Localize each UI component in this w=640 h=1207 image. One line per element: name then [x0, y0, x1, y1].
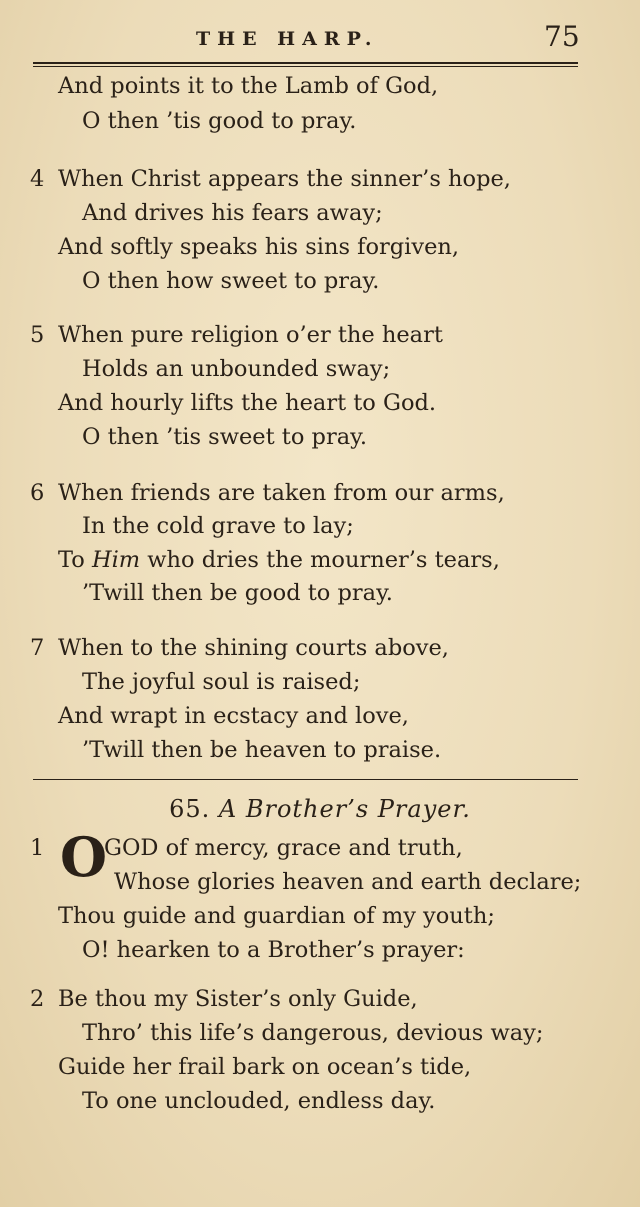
page-number: 75: [544, 20, 580, 53]
verse-line: And softly speaks his sins forgiven,: [58, 234, 460, 260]
verse-line: GOD of mercy, grace and truth,: [104, 835, 463, 861]
stanza-number: 6: [30, 480, 45, 506]
italic-word: Him: [91, 547, 141, 573]
stanza-number: 1: [30, 835, 45, 861]
verse-line: O then how sweet to pray.: [82, 268, 380, 294]
verse-word: To: [58, 547, 85, 573]
verse-line: When Christ appears the sinner’s hope,: [58, 166, 511, 192]
verse-line: When pure religion o’er the heart: [58, 322, 443, 348]
section-rule: [33, 779, 578, 780]
hymn-heading: [0, 795, 640, 823]
stanza-number: 2: [30, 986, 45, 1012]
stanza-number: 5: [30, 322, 45, 348]
verse-word: who dries the mourner’s tears,: [140, 547, 500, 573]
verse-line: O then ’tis sweet to pray.: [82, 424, 367, 450]
hymn-number: 65.: [169, 795, 211, 823]
stanza-number: 7: [30, 635, 45, 661]
verse-line: And wrapt in ecstacy and love,: [58, 703, 409, 729]
verse-line: Be thou my Sister’s only Guide,: [58, 986, 418, 1012]
verse-line: Holds an unbounded sway;: [82, 356, 391, 382]
drop-cap: O: [60, 825, 108, 889]
verse-line: Thro’ this life’s dangerous, devious way;: [82, 1020, 544, 1046]
verse-line: To one unclouded, endless day.: [82, 1088, 436, 1114]
hymn-title: A Brother’s Prayer.: [218, 795, 471, 823]
verse-line: And points it to the Lamb of God,: [58, 73, 439, 99]
verse-line: ’Twill then be heaven to praise.: [82, 737, 442, 763]
verse-line: [58, 547, 500, 573]
verse-line: When to the shining courts above,: [58, 635, 449, 661]
stanza-number: 4: [30, 166, 45, 192]
running-head: [0, 20, 640, 56]
verse-line: When friends are taken from our arms,: [58, 480, 505, 506]
verse-line: In the cold grave to lay;: [82, 513, 354, 539]
running-title: THE HARP.: [196, 28, 379, 50]
verse-line: Guide her frail bark on ocean’s tide,: [58, 1054, 472, 1080]
header-rule: [33, 62, 578, 64]
verse-line: Whose glories heaven and earth declare;: [114, 869, 582, 895]
header-rule-thin: [33, 66, 578, 67]
verse-line: And hourly lifts the heart to God.: [58, 390, 437, 416]
verse-line: O! hearken to a Brother’s prayer:: [82, 937, 465, 963]
verse-line: ’Twill then be good to pray.: [82, 580, 393, 606]
verse-line: And drives his fears away;: [82, 200, 383, 226]
verse-line: O then ’tis good to pray.: [82, 108, 357, 134]
verse-line: The joyful soul is raised;: [82, 669, 361, 695]
verse-line: Thou guide and guardian of my youth;: [58, 903, 495, 929]
